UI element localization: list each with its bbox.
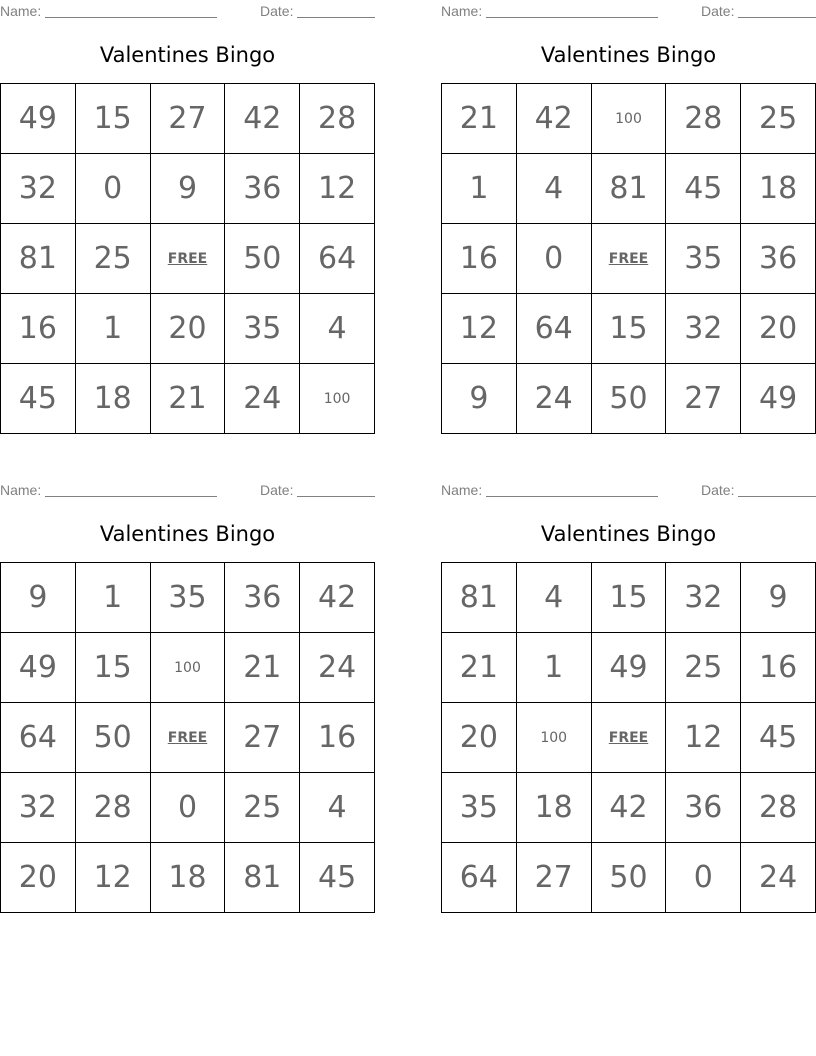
bingo-card [441, 479, 816, 914]
bingo-cell: 35 [666, 224, 741, 294]
bingo-cell: 18 [151, 843, 226, 913]
bingo-cell: 100 [300, 364, 375, 434]
bingo-cell: 1 [442, 154, 517, 224]
bingo-cell: 15 [76, 633, 151, 703]
bingo-grid [441, 562, 816, 913]
card-title: Valentines Bingo [540, 43, 717, 67]
name-label: Name: [0, 3, 42, 19]
bingo-cell: 36 [741, 224, 816, 294]
free-space: FREE [592, 703, 667, 773]
bingo-cell: 28 [76, 773, 151, 843]
bingo-cell: 42 [517, 84, 592, 154]
bingo-cell: 12 [300, 154, 375, 224]
bingo-cell: 45 [741, 703, 816, 773]
bingo-cell: 42 [592, 773, 667, 843]
bingo-cell: 21 [151, 364, 226, 434]
bingo-cell: 36 [225, 154, 300, 224]
name-blank-line [45, 496, 217, 497]
date-blank-line [738, 17, 816, 18]
bingo-cell: 27 [225, 703, 300, 773]
bingo-cell: 28 [741, 773, 816, 843]
bingo-cell: 49 [1, 633, 76, 703]
card-title: Valentines Bingo [99, 43, 276, 67]
bingo-cell: 9 [741, 563, 816, 633]
free-space: FREE [151, 224, 226, 294]
bingo-card [0, 0, 375, 435]
name-label: Name: [0, 482, 42, 498]
bingo-cell: 1 [517, 633, 592, 703]
bingo-cell: 100 [151, 633, 226, 703]
card-header [0, 3, 375, 19]
date-label: Date: [260, 3, 294, 19]
bingo-cell: 21 [442, 633, 517, 703]
bingo-cell: 25 [741, 84, 816, 154]
bingo-card [0, 479, 375, 914]
bingo-cell: 25 [225, 773, 300, 843]
bingo-cell: 24 [741, 843, 816, 913]
bingo-cell: 35 [225, 294, 300, 364]
bingo-cell: 18 [76, 364, 151, 434]
bingo-cell: 45 [1, 364, 76, 434]
bingo-cell: 81 [225, 843, 300, 913]
bingo-cell: 42 [225, 84, 300, 154]
free-space: FREE [151, 703, 226, 773]
bingo-cell: 49 [1, 84, 76, 154]
bingo-cell: 24 [225, 364, 300, 434]
bingo-cell: 9 [442, 364, 517, 434]
bingo-cell: 1 [76, 563, 151, 633]
bingo-cell: 50 [592, 364, 667, 434]
bingo-cell: 0 [666, 843, 741, 913]
bingo-cell: 20 [442, 703, 517, 773]
bingo-cell: 35 [151, 563, 226, 633]
bingo-cell: 36 [225, 563, 300, 633]
bingo-cell: 18 [517, 773, 592, 843]
bingo-cell: 20 [151, 294, 226, 364]
bingo-cell: 16 [442, 224, 517, 294]
bingo-cell: 21 [442, 84, 517, 154]
bingo-cell: 1 [76, 294, 151, 364]
bingo-cell: 4 [517, 154, 592, 224]
bingo-cell: 28 [666, 84, 741, 154]
bingo-cell: 18 [741, 154, 816, 224]
bingo-cell: 0 [151, 773, 226, 843]
date-blank-line [738, 496, 816, 497]
name-blank-line [486, 496, 658, 497]
date-label: Date: [701, 3, 735, 19]
bingo-cell: 16 [1, 294, 76, 364]
bingo-cell: 32 [666, 563, 741, 633]
bingo-cell: 16 [741, 633, 816, 703]
bingo-cell: 15 [592, 294, 667, 364]
bingo-cell: 25 [76, 224, 151, 294]
date-blank-line [297, 17, 375, 18]
bingo-cell: 64 [517, 294, 592, 364]
bingo-grid [0, 83, 375, 434]
card-title: Valentines Bingo [540, 522, 717, 546]
date-label: Date: [701, 482, 735, 498]
bingo-cell: 12 [666, 703, 741, 773]
card-header [441, 482, 816, 498]
bingo-cell: 24 [300, 633, 375, 703]
bingo-cell: 32 [1, 154, 76, 224]
bingo-cell: 81 [592, 154, 667, 224]
bingo-cell: 20 [741, 294, 816, 364]
bingo-cell: 32 [666, 294, 741, 364]
bingo-cell: 49 [592, 633, 667, 703]
bingo-cell: 27 [666, 364, 741, 434]
name-label: Name: [441, 3, 483, 19]
name-label: Name: [441, 482, 483, 498]
bingo-cell: 36 [666, 773, 741, 843]
card-header [441, 3, 816, 19]
bingo-cell: 9 [1, 563, 76, 633]
bingo-cell: 35 [442, 773, 517, 843]
bingo-cell: 64 [442, 843, 517, 913]
bingo-cell: 4 [517, 563, 592, 633]
bingo-cell: 15 [592, 563, 667, 633]
bingo-cell: 45 [300, 843, 375, 913]
bingo-cell: 100 [517, 703, 592, 773]
bingo-cell: 9 [151, 154, 226, 224]
bingo-cell: 24 [517, 364, 592, 434]
bingo-cell: 15 [76, 84, 151, 154]
bingo-cell: 50 [592, 843, 667, 913]
bingo-cell: 100 [592, 84, 667, 154]
bingo-cell: 28 [300, 84, 375, 154]
bingo-cell: 12 [76, 843, 151, 913]
bingo-cell: 12 [442, 294, 517, 364]
bingo-cell: 64 [300, 224, 375, 294]
bingo-cell: 25 [666, 633, 741, 703]
bingo-cell: 4 [300, 773, 375, 843]
bingo-grid [441, 83, 816, 434]
bingo-cell: 45 [666, 154, 741, 224]
card-title: Valentines Bingo [99, 522, 276, 546]
bingo-cell: 81 [442, 563, 517, 633]
card-header [0, 482, 375, 498]
bingo-cell: 32 [1, 773, 76, 843]
bingo-cell: 50 [76, 703, 151, 773]
name-blank-line [486, 17, 658, 18]
bingo-cell: 81 [1, 224, 76, 294]
date-blank-line [297, 496, 375, 497]
name-blank-line [45, 17, 217, 18]
bingo-grid [0, 562, 375, 913]
bingo-cell: 21 [225, 633, 300, 703]
bingo-cell: 64 [1, 703, 76, 773]
bingo-cell: 0 [517, 224, 592, 294]
bingo-cell: 42 [300, 563, 375, 633]
bingo-cell: 0 [76, 154, 151, 224]
bingo-cell: 49 [741, 364, 816, 434]
bingo-cell: 16 [300, 703, 375, 773]
bingo-cell: 27 [151, 84, 226, 154]
bingo-cell: 50 [225, 224, 300, 294]
bingo-cell: 4 [300, 294, 375, 364]
free-space: FREE [592, 224, 667, 294]
bingo-card [441, 0, 816, 435]
bingo-cell: 20 [1, 843, 76, 913]
date-label: Date: [260, 482, 294, 498]
bingo-cell: 27 [517, 843, 592, 913]
